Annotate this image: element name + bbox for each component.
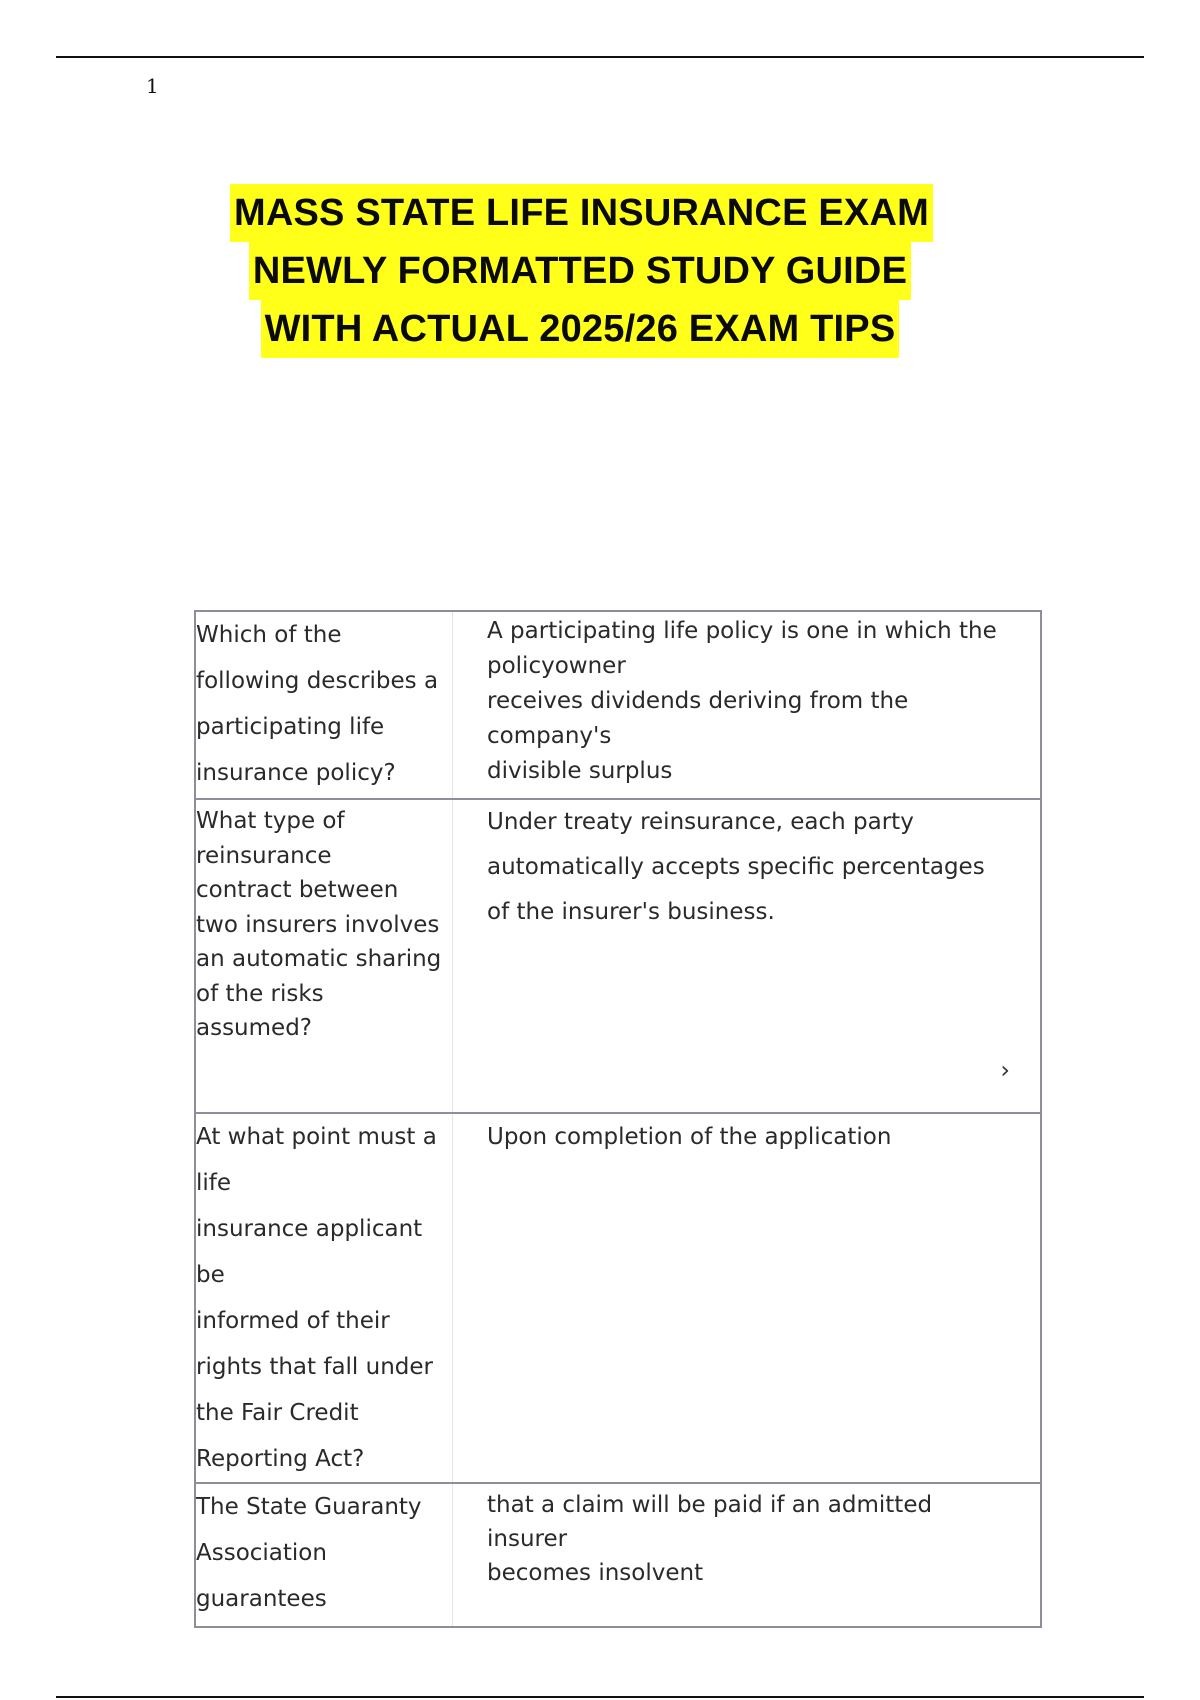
answer-line: of the insurer's business. [487,899,775,925]
title-line-2: NEWLY FORMATTED STUDY GUIDE [249,242,911,300]
answer-line: Upon completion of the application [487,1124,892,1150]
question-line: insurance policy? [196,760,396,786]
answer-line: Under treaty reinsurance, each party [487,809,914,835]
question-line: Which of the [196,622,342,648]
question-line: of the risks [196,980,324,1007]
table-row [195,799,1041,1113]
question-line: insurance applicant be [196,1216,423,1288]
question-line: the Fair Credit [196,1400,359,1426]
chevron-right-icon[interactable]: › [1000,1056,1010,1084]
table-row [195,1483,1041,1627]
answer-line: receives dividends deriving from the company's [487,688,909,749]
question-line: assumed? [196,1015,312,1041]
question-cell [195,1483,453,1627]
header-rule [56,56,1144,58]
question-cell [195,799,453,1113]
question-line: The State Guaranty [196,1494,422,1520]
answer-line: A participating life policy is one in which the [487,618,997,644]
answer-line: becomes insolvent [487,1560,704,1586]
footer-rule [56,1696,1144,1698]
table-row [195,611,1041,799]
answer-cell [453,611,1042,799]
answer-line: policyowner [487,653,626,679]
page-number: 1 [146,74,159,98]
question-line: participating life [196,714,385,740]
question-line: an automatic sharing [196,946,442,972]
answer-cell [453,799,1042,1113]
table-row [195,1113,1041,1483]
question-line: contract between [196,877,399,903]
question-line: following describes a [196,668,439,694]
question-line: Reporting Act? [196,1446,365,1472]
document-title [230,184,930,358]
title-line-3: WITH ACTUAL 2025/26 EXAM TIPS [261,300,900,358]
question-line: At what point must a life [196,1124,437,1196]
answer-line: that a claim will be paid if an admitted insurer [487,1492,933,1552]
answer-line: automatically accepts specific percentages [487,854,985,880]
question-line: reinsurance [196,842,332,869]
question-cell [195,1113,453,1483]
question-line: rights that fall under [196,1354,433,1380]
question-line: guarantees [196,1586,327,1612]
answer-cell [453,1483,1042,1627]
question-line: What type of [196,808,345,834]
question-cell [195,611,453,799]
question-line: informed of their [196,1308,390,1334]
answer-cell [453,1113,1042,1483]
title-line-1: MASS STATE LIFE INSURANCE EXAM [230,184,933,242]
question-line: two insurers involves [196,911,440,938]
question-line: Association [196,1540,327,1566]
answer-line: divisible surplus [487,758,673,784]
qa-table [194,610,1042,1628]
